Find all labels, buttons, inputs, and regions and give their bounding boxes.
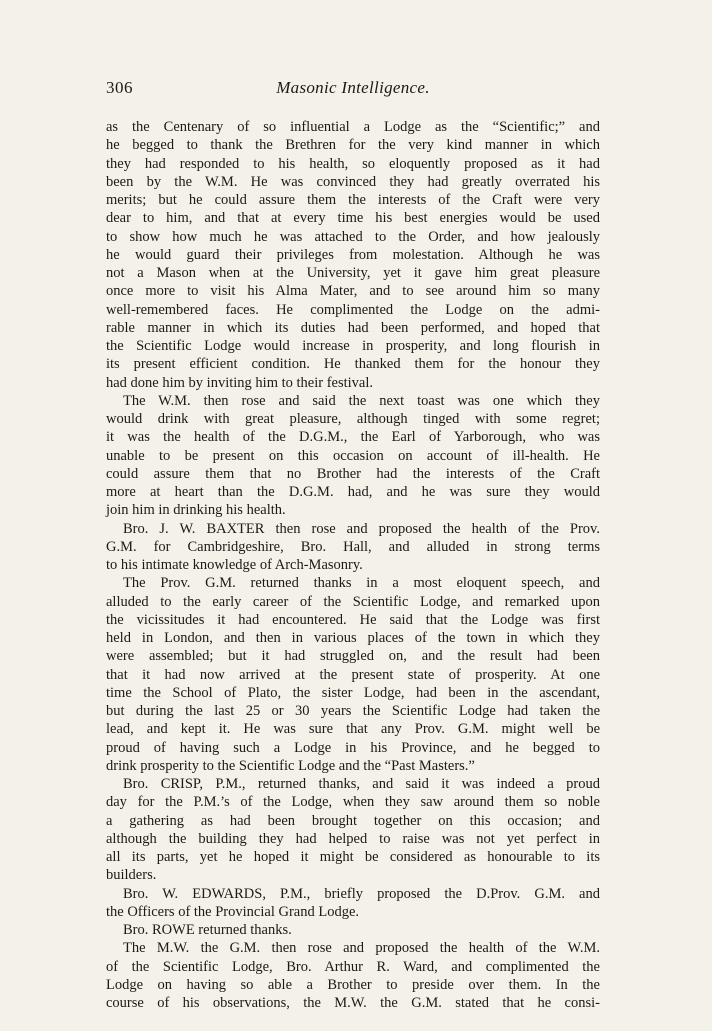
text-line: that it had now arrived at the present state of prosperity. At one xyxy=(106,666,600,683)
text-line: The M.W. the G.M. then rose and proposed the health of the W.M. xyxy=(123,940,600,957)
text-line: its present efficient condition. He thanked them for the honour they xyxy=(106,356,600,373)
text-line: drink prosperity to the Scientific Lodge and the “Past Masters.” xyxy=(106,757,475,774)
text-line: although the building they had helped to raise was not yet perfect in xyxy=(106,830,600,847)
text-line: Lodge on having so able a Brother to preside over them. In the xyxy=(106,976,600,993)
text-line: well-remembered faces. He complimented the Lodge on the admi- xyxy=(106,301,600,318)
text-line: the Scientific Lodge would increase in prosperity, and long flourish in xyxy=(106,338,600,354)
text-line: proud of having such a Lodge in his Province, and he begged to xyxy=(106,739,600,756)
text-line: could assure them that no Brother had the interests of the Craft xyxy=(106,465,600,482)
text-line: been by the W.M. He was convinced they had greatly overrated his xyxy=(106,173,600,190)
text-line: not a Mason when at the University, yet it gave him great pleasure xyxy=(106,265,600,281)
text-line: he begged to thank the Brethren for the very kind manner in which xyxy=(106,137,600,154)
text-line: merits; but he could assure them the interests of the Craft were very xyxy=(106,192,600,208)
text-line: would drink with great pleasure, although tinged with some regret; xyxy=(106,411,600,427)
text-line: day for the P.M.’s of the Lodge, when they saw around them so noble xyxy=(106,794,600,811)
text-line: course of his observations, the M.W. the G.M. stated that he consi- xyxy=(106,995,600,1011)
text-line: once more to visit his Alma Mater, and to see around him so many xyxy=(106,283,600,300)
text-line: rable manner in which its duties had been performed, and hoped that xyxy=(106,319,600,336)
body-text xyxy=(106,118,600,1012)
text-line: lead, and kept it. He was sure that any Prov. G.M. might well be xyxy=(106,721,600,738)
text-line: he would guard their privileges from molestation. Although he was xyxy=(106,246,600,263)
text-line: to his intimate knowledge of Arch-Masonry. xyxy=(106,557,363,573)
text-line: builders. xyxy=(106,867,157,884)
text-line: Bro. J. W. BAXTER then rose and proposed the health of the Prov. xyxy=(123,520,600,537)
text-line: a gathering as had been brought together on this occasion; and xyxy=(106,812,600,829)
text-line: to show how much he was attached to the Order, and how jealously xyxy=(106,228,600,245)
text-line: of the Scientific Lodge, Bro. Arthur R. Ward, and complimented the xyxy=(106,958,600,975)
text-line: dear to him, and that at every time his best energies would be used xyxy=(106,210,600,227)
text-line: held in London, and then in various places of the town in which they xyxy=(106,630,600,646)
text-line: Bro. CRISP, P.M., returned thanks, and said it was indeed a proud xyxy=(123,776,600,792)
text-line: The Prov. G.M. returned thanks in a most eloquent speech, and xyxy=(123,575,600,592)
text-line: Bro. ROWE returned thanks. xyxy=(123,922,292,938)
text-line: Bro. W. EDWARDS, P.M., briefly proposed the D.Prov. G.M. and xyxy=(123,885,600,902)
text-line: The W.M. then rose and said the next toast was one which they xyxy=(123,392,600,409)
text-line: G.M. for Cambridgeshire, Bro. Hall, and alluded in strong terms xyxy=(106,538,600,555)
running-title: Masonic Intelligence. xyxy=(276,78,430,97)
page-number: 306 xyxy=(106,78,133,97)
text-line: unable to be present on this occasion on account of ill-health. He xyxy=(106,447,600,464)
text-line: the Officers of the Provincial Grand Lodge. xyxy=(106,903,359,920)
text-line: they had responded to his health, so eloquently proposed as it had xyxy=(106,155,600,172)
text-line: it was the health of the D.G.M., the Earl of Yarborough, who was xyxy=(106,429,600,446)
text-line: but during the last 25 or 30 years the Scientific Lodge had taken the xyxy=(106,703,600,719)
text-line: time the School of Plato, the sister Lodge, had been in the ascendant, xyxy=(106,684,600,701)
text-line: all its parts, yet he hoped it might be considered as honourable to its xyxy=(106,849,600,865)
text-line: had done him by inviting him to their festival. xyxy=(106,374,374,391)
text-line: were assembled; but it had struggled on, and the result had been xyxy=(106,648,600,665)
text-line: as the Centenary of so influential a Lodge as the “Scientific;” and xyxy=(106,119,600,135)
page-header xyxy=(106,78,600,102)
text-line: more at heart than the D.G.M. had, and he was sure they would xyxy=(106,484,600,500)
text-line: alluded to the early career of the Scientific Lodge, and remarked upon xyxy=(106,593,600,610)
text-line: join him in drinking his health. xyxy=(106,502,286,519)
text-line: the vicissitudes it had encountered. He said that the Lodge was first xyxy=(106,611,600,628)
